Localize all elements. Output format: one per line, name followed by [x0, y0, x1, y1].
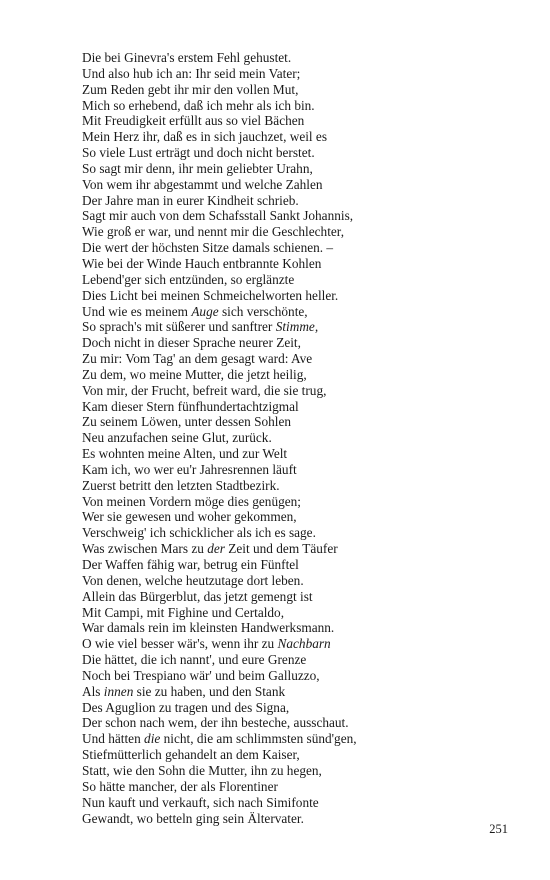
verse-emphasis: Nachbarn: [277, 636, 331, 652]
verse-segment: Und also hub ich an: Ihr seid mein Vater;: [82, 65, 301, 81]
verse-segment: Die wert der höchsten Sitze damals schienen. –: [82, 240, 334, 256]
verse-segment: Verschweig' ich schicklicher als ich es sage.: [82, 525, 316, 541]
verse-line: [82, 636, 512, 652]
verse-segment: Doch nicht in dieser Sprache neurer Zeit,: [82, 335, 301, 351]
verse-segment: Zum Reden gebt ihr mir den vollen Mut,: [82, 81, 299, 97]
verse-line: [82, 494, 512, 510]
verse-line: [82, 715, 512, 731]
verse-line: [82, 652, 512, 668]
verse-line: [82, 573, 512, 589]
page-number: 251: [489, 822, 508, 836]
verse-emphasis: der: [207, 541, 225, 557]
verse-segment: Des Aguglion zu tragen und des Signa,: [82, 699, 290, 715]
verse-segment: Kam ich, wo wer eu'r Jahresrennen läuft: [82, 461, 297, 477]
verse-line: [82, 763, 512, 779]
verse-line: [82, 304, 512, 320]
verse-line: [82, 779, 512, 795]
verse-segment: Von wem ihr abgestammt und welche Zahlen: [82, 176, 323, 192]
verse-line: [82, 351, 512, 367]
verse-segment: Mich so erhebend, daß ich mehr als ich bin.: [82, 97, 315, 113]
verse-segment: So sagt mir denn, ihr mein geliebter Urahn,: [82, 160, 313, 176]
verse-segment: Und hätten: [82, 731, 145, 747]
verse-line: [82, 620, 512, 636]
verse-segment: Von mir, der Frucht, befreit ward, die sie trug,: [82, 382, 327, 398]
verse-line: [82, 145, 512, 161]
verse-line: [82, 430, 512, 446]
verse-segment: Die bei Ginevra's erstem Fehl gehustet.: [82, 50, 292, 65]
verse-segment: Wer sie gewesen und woher gekommen,: [82, 509, 297, 525]
verse-line: [82, 541, 512, 557]
verse-segment: Wie groß er war, und nennt mir die Geschlechter,: [82, 224, 345, 240]
verse-segment: Statt, wie den Sohn die Mutter, ihn zu hegen,: [82, 762, 322, 778]
verse-segment: Zu seinem Löwen, unter dessen Sohlen: [82, 414, 292, 430]
verse-line: [82, 98, 512, 114]
verse-line: [82, 446, 512, 462]
verse-segment: Noch bei Trespiano wär' und beim Galluzzo,: [82, 667, 320, 683]
verse-line: [82, 335, 512, 351]
verse-line: [82, 747, 512, 763]
verse-line: [82, 50, 512, 66]
verse-segment: Zu dem, wo meine Mutter, die jetzt heilig,: [82, 366, 307, 382]
verse-line: [82, 256, 512, 272]
verse-segment: Als: [82, 683, 104, 699]
verse-segment: Lebend'ger sich entzünden, so erglänzte: [82, 271, 295, 287]
verse-line: [82, 113, 512, 129]
verse-line: [82, 462, 512, 478]
verse-line: [82, 605, 512, 621]
verse-line: [82, 319, 512, 335]
verse-line: [82, 399, 512, 415]
verse-segment: Und wie es meinem: [82, 303, 192, 319]
verse-line: [82, 240, 512, 256]
verse-segment: Zu mir: Vom Tag' an dem gesagt ward: Ave: [82, 351, 313, 367]
verse-segment: Der schon nach wem, der ihn besteche, ausschaut.: [82, 715, 349, 731]
verse-line: [82, 478, 512, 494]
verse-line: [82, 731, 512, 747]
verse-line: [82, 700, 512, 716]
verse-line: [82, 684, 512, 700]
verse-line: [82, 66, 512, 82]
verse-line: [82, 272, 512, 288]
verse-segment: Mit Freudigkeit erfüllt aus so viel Bächen: [82, 113, 305, 129]
verse-segment: Dies Licht bei meinen Schmeichelworten heller.: [82, 287, 339, 303]
verse-line: [82, 129, 512, 145]
verse-line: [82, 557, 512, 573]
verse-segment: Mit Campi, mit Fighine und Certaldo,: [82, 604, 285, 620]
verse-segment: Der Jahre man in eurer Kindheit schrieb.: [82, 192, 299, 208]
verse-segment: Was zwischen Mars zu: [82, 541, 208, 557]
verse-segment: Allein das Bürgerblut, das jetzt gemengt ist: [82, 588, 313, 604]
verse-emphasis: die: [144, 731, 161, 747]
verse-segment: Mein Herz ihr, daß es in sich jauchzet, weil es: [82, 129, 328, 145]
verse-line: [82, 224, 512, 240]
verse-segment: sie zu haben, und den Stank: [133, 683, 286, 699]
verse-segment: Zuerst betritt den letzten Stadtbezirk.: [82, 477, 280, 493]
verse-line: [82, 82, 512, 98]
verse-line: [82, 288, 512, 304]
verse-emphasis: Stimme,: [275, 319, 319, 335]
verse-segment: So sprach's mit süßerer und sanftrer: [82, 319, 276, 335]
verse-segment: War damals rein im kleinsten Handwerksmann.: [82, 620, 335, 636]
verse-segment: nicht, die am schlimmsten sünd'gen,: [160, 731, 357, 747]
verse-segment: Von meinen Vordern möge dies genügen;: [82, 493, 301, 509]
verse-emphasis: Auge: [191, 303, 219, 319]
verse-segment: Kam dieser Stern fünfhundertachtzigmal: [82, 398, 299, 414]
verse-line: [82, 208, 512, 224]
verse-line: [82, 193, 512, 209]
verse-line: [82, 525, 512, 541]
verse-segment: Zeit und dem Täufer: [224, 541, 338, 557]
verse-line: [82, 177, 512, 193]
verse-segment: Gewandt, wo betteln ging sein Ältervater.: [82, 810, 304, 826]
verse-line: [82, 383, 512, 399]
verse-segment: So hätte mancher, der als Florentiner: [82, 778, 278, 794]
verse-segment: Sagt mir auch von dem Schafsstall Sankt Johannis,: [82, 208, 354, 224]
verse-segment: Nun kauft und verkauft, sich nach Simifonte: [82, 794, 319, 810]
verse-line: [82, 161, 512, 177]
verse-segment: Von denen, welche heutzutage dort leben.: [82, 572, 304, 588]
verse-line: [82, 414, 512, 430]
verse-line: [82, 367, 512, 383]
verse-segment: Stiefmütterlich gehandelt an dem Kaiser,: [82, 747, 300, 763]
verse-segment: Wie bei der Winde Hauch entbrannte Kohlen: [82, 255, 322, 271]
verse-text: [82, 50, 512, 826]
verse-segment: Neu anzufachen seine Glut, zurück.: [82, 430, 272, 446]
verse-line: [82, 589, 512, 605]
verse-segment: Der Waffen fähig war, betrug ein Fünftel: [82, 557, 299, 572]
verse-line: [82, 795, 512, 811]
verse-segment: Es wohnten meine Alten, und zur Welt: [82, 446, 288, 462]
verse-segment: So viele Lust erträgt und doch nicht berstet.: [82, 145, 315, 161]
verse-segment: O wie viel besser wär's, wenn ihr zu: [82, 636, 278, 652]
verse-line: [82, 811, 512, 827]
verse-segment: sich verschönte,: [218, 303, 308, 319]
verse-emphasis: innen: [103, 683, 134, 699]
verse-line: [82, 668, 512, 684]
verse-segment: Die hättet, die ich nannt', und eure Grenze: [82, 652, 307, 668]
verse-line: [82, 509, 512, 525]
